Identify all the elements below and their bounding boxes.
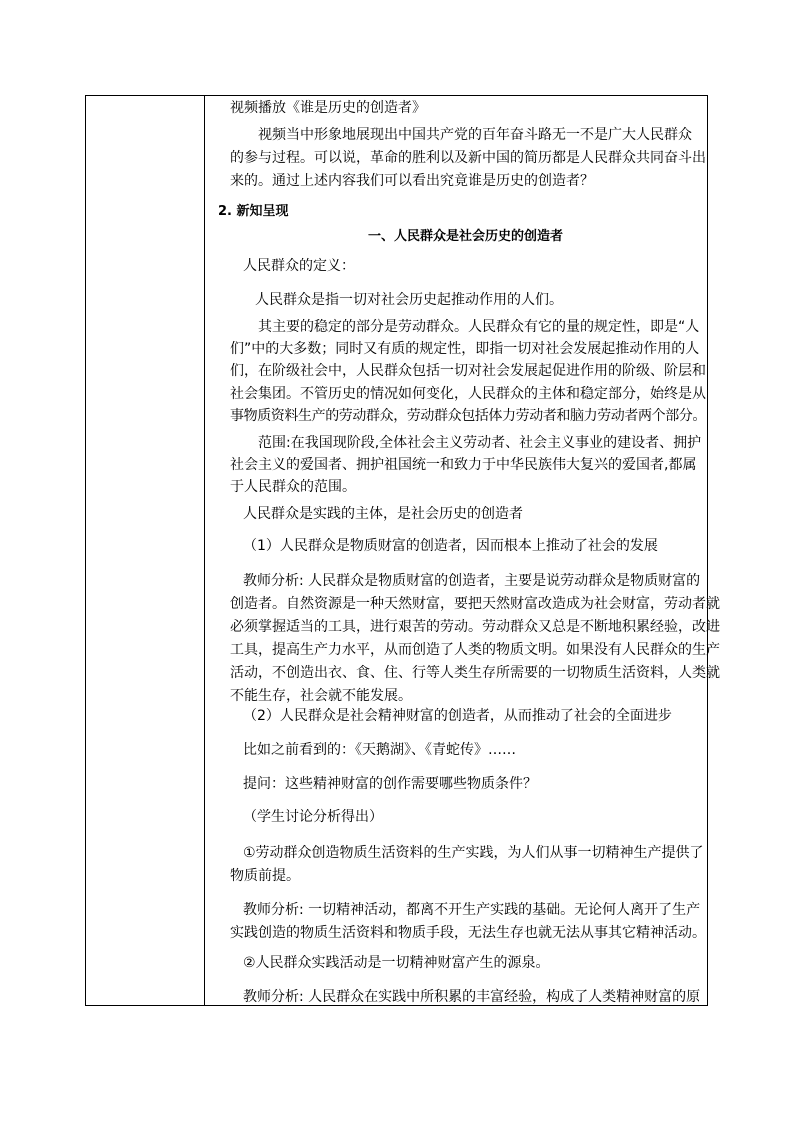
intro-line: 来的。通过上述内容我们可以看出究竟谁是历史的创造者？	[230, 173, 594, 189]
point-2: （2）人民群众是社会精神财富的创造者，从而推动了社会的全面进步	[243, 708, 672, 724]
item-1-line: 物质前提。	[230, 868, 300, 884]
stable-line: 社会集团。不管历史的情况如何变化，人民群众的主体和稳定部分，始终是从	[230, 386, 706, 402]
section-title: 一、人民群众是社会历史的创造者	[368, 229, 564, 244]
definition-label: 人民群众的定义：	[243, 258, 355, 274]
analysis-3-line: 教师分析: 人民群众在实践中所积累的丰富经验，构成了人类精神财富的原	[243, 989, 701, 1005]
stable-line: 其主要的稳定的部分是劳动群众。人民群众有它的量的规定性，即是“人	[258, 319, 700, 335]
item-1-line: ①劳动群众创造物质生活资料的生产实践，为人们从事一切精神生产提供了	[243, 845, 704, 861]
point-1: （1）人民群众是物质财富的创造者，因而根本上推动了社会的发展	[243, 538, 658, 554]
intro-line: 的参与过程。可以说，革命的胜利以及新中国的简历都是人民群众共同奋斗出	[230, 150, 706, 166]
analysis-line: 必须掌握适当的工具，进行艰苦的劳动。劳动群众又总是不断地积累经验，改进	[230, 619, 720, 635]
video-title: 视频播放《谁是历史的创造者》	[230, 100, 426, 116]
example-line: 比如之前看到的：《天鹅湖》、《青蛇传》……	[243, 742, 516, 758]
item-2-line: ②人民群众实践活动是一切精神财富产生的源泉。	[243, 955, 550, 971]
analysis-line: 不能生存，社会就不能发展。	[230, 688, 412, 704]
subject-line: 人民群众是实践的主体，是社会历史的创造者	[243, 506, 523, 522]
scope-line: 社会主义的爱国者、拥护祖国统一和致力于中华民族伟大复兴的爱国者,都属	[230, 457, 697, 473]
stable-line: 们”中的大多数；同时又有质的规定性，即指一切对社会发展起推动作用的人	[230, 341, 700, 357]
analysis-line: 活动，不创造出衣、食、住、行等人类生存所需要的一切物质生活资料，人类就	[230, 665, 720, 681]
analysis-2-line: 教师分析: 一切精神活动，都离不开生产实践的基础。无论何人离开了生产	[243, 902, 701, 918]
stable-line: 们，在阶级社会中，人民群众包括一切对社会发展起促进作用的阶级、阶层和	[230, 363, 706, 379]
definition-text: 人民群众是指一切对社会历史起推动作用的人们。	[255, 292, 563, 308]
question-line: 提问：这些精神财富的创作需要哪些物质条件？	[243, 776, 537, 792]
scope-line: 范围:在我国现阶段,全体社会主义劳动者、社会主义事业的建设者、拥护	[258, 435, 702, 451]
intro-line: 视频当中形象地展现出中国共产党的百年奋斗路无一不是广大人民群众	[258, 127, 692, 143]
analysis-2-line: 实践创造的物质生活资料和物质手段，无法生存也就无法从事其它精神活动。	[230, 925, 706, 941]
analysis-line: 教师分析: 人民群众是物质财富的创造者，主要是说劳动群众是物质财富的	[243, 573, 701, 589]
table-column-divider	[204, 95, 205, 1006]
section-heading: 2. 新知呈现	[218, 204, 289, 219]
stable-line: 事物质资料生产的劳动群众，劳动群众包括体力劳动者和脑力劳动者两个部分。	[230, 408, 706, 424]
discussion-line: （学生讨论分析得出）	[243, 809, 383, 825]
scope-line: 于人民群众的范围。	[230, 479, 356, 495]
analysis-line: 创造者。自然资源是一种天然财富，要把天然财富改造成为社会财富，劳动者就	[230, 596, 720, 612]
analysis-line: 工具，提高生产力水平，从而创造了人类的物质文明。如果没有人民群众的生产	[230, 642, 720, 658]
